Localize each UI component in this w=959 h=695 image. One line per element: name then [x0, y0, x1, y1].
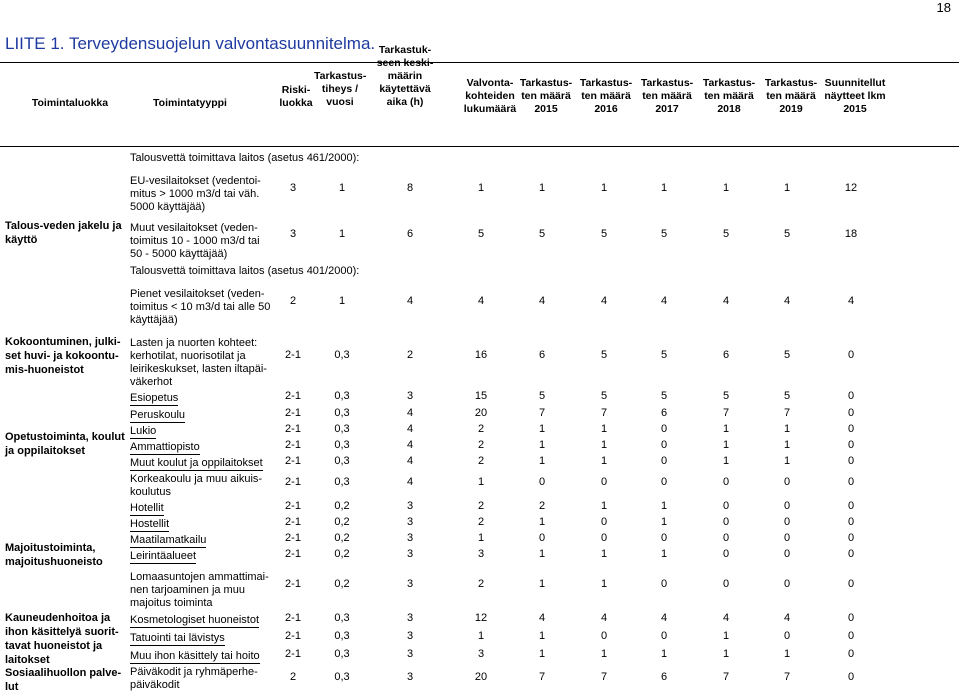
table-cell: 20: [474, 407, 488, 419]
column-header: Toimintatyyppi: [153, 97, 227, 109]
table-cell: 2-1: [285, 500, 301, 512]
table-cell: 0: [722, 532, 730, 544]
table-cell: 0,3: [334, 439, 350, 451]
table-cell: 3: [406, 578, 414, 590]
table-cell: 1: [600, 423, 608, 435]
section-heading: Talousvettä toimittava laitos (asetus 461/2000):: [130, 152, 360, 164]
table-cell: 7: [538, 671, 546, 683]
table-cell: 1: [783, 423, 791, 435]
table-cell: 1: [600, 500, 608, 512]
table-cell: 4: [660, 612, 668, 624]
table-cell: 0,3: [334, 423, 350, 435]
table-cell: 2-1: [285, 516, 301, 528]
table-cell: 0: [783, 548, 791, 560]
table-cell: 3: [477, 548, 485, 560]
table-cell: 5: [783, 390, 791, 402]
table-cell: 1: [338, 295, 346, 307]
table-cell: 1: [538, 439, 546, 451]
table-cell: 1: [660, 548, 668, 560]
table-cell: 4: [406, 455, 414, 467]
column-header: Toimintaluokka: [31, 97, 109, 109]
table-cell: 6: [722, 349, 730, 361]
table-cell: 5: [783, 228, 791, 240]
table-cell: 0,3: [334, 476, 350, 488]
table-cell: 4: [847, 295, 855, 307]
table-cell: 0,2: [334, 532, 350, 544]
table-cell: 4: [477, 295, 485, 307]
column-header: Valvonta- kohteiden lukumäärä: [463, 77, 517, 115]
table-cell: 2-1: [285, 612, 301, 624]
table-cell: 5: [600, 390, 608, 402]
table-cell: 4: [406, 476, 414, 488]
table-cell: 0: [783, 476, 791, 488]
table-cell: 0: [847, 349, 855, 361]
table-cell: 4: [406, 439, 414, 451]
table-cell: 0: [660, 630, 668, 642]
table-cell: 5: [538, 390, 546, 402]
category-label: Talous-veden jakelu ja käyttö: [5, 220, 122, 246]
table-cell: 4: [406, 407, 414, 419]
table-cell: 0,3: [334, 390, 350, 402]
table-cell: 0: [847, 532, 855, 544]
activity-type-label: Ammattiopisto: [130, 441, 200, 453]
table-cell: 1: [600, 548, 608, 560]
section-heading: Talousvettä toimittava laitos (asetus 401/2000):: [130, 265, 360, 277]
table-cell: 0: [538, 532, 546, 544]
table-cell: 3: [477, 648, 485, 660]
table-cell: 3: [406, 671, 414, 683]
table-cell: 0: [722, 516, 730, 528]
table-cell: 1: [600, 578, 608, 590]
table-cell: 2-1: [285, 439, 301, 451]
column-header: Tarkastus- ten määrä 2015: [519, 77, 573, 115]
table-cell: 0: [660, 476, 668, 488]
activity-type-label: Muu ihon käsittely tai hoito: [130, 650, 260, 662]
table-cell: 3: [289, 228, 297, 240]
table-cell: 1: [477, 630, 485, 642]
table-cell: 0,2: [334, 500, 350, 512]
table-cell: 0: [847, 516, 855, 528]
table-cell: 0: [847, 423, 855, 435]
table-cell: 0: [783, 630, 791, 642]
table-cell: 0: [847, 500, 855, 512]
table-cell: 2: [477, 500, 485, 512]
table-cell: 0: [722, 578, 730, 590]
table-cell: 0,3: [334, 407, 350, 419]
table-cell: 0,3: [334, 612, 350, 624]
table-cell: 2-1: [285, 548, 301, 560]
table-cell: 1: [722, 648, 730, 660]
table-cell: 18: [844, 228, 858, 240]
activity-type-label: Lukio: [130, 425, 157, 437]
table-cell: 1: [722, 439, 730, 451]
table-cell: 0: [722, 476, 730, 488]
table-cell: 6: [406, 228, 414, 240]
table-cell: 3: [289, 182, 297, 194]
table-cell: 0: [600, 516, 608, 528]
table-cell: 1: [338, 228, 346, 240]
table-cell: 5: [783, 349, 791, 361]
table-cell: 0: [660, 455, 668, 467]
table-cell: 0: [847, 612, 855, 624]
category-label: Sosiaalihuollon palve- lut: [5, 667, 122, 693]
table-cell: 0: [847, 455, 855, 467]
table-cell: 4: [406, 423, 414, 435]
table-cell: 0: [538, 476, 546, 488]
table-cell: 1: [600, 439, 608, 451]
table-cell: 3: [406, 612, 414, 624]
page-number: 18: [936, 0, 951, 15]
activity-type-label: Leirintäalueet: [130, 550, 197, 562]
table-cell: 4: [406, 295, 414, 307]
table-cell: 0: [660, 423, 668, 435]
table-cell: 7: [722, 671, 730, 683]
table-cell: 1: [538, 516, 546, 528]
activity-type-label: Päiväkodit ja ryhmäperhe- päiväkodit: [130, 666, 258, 691]
table-cell: 1: [538, 423, 546, 435]
category-label: Majoitustoiminta, majoitushuoneisto: [5, 542, 103, 568]
table-cell: 0,2: [334, 516, 350, 528]
table-cell: 0: [600, 532, 608, 544]
table-cell: 0: [783, 516, 791, 528]
table-cell: 2: [477, 439, 485, 451]
table-cell: 5: [722, 390, 730, 402]
header-top-rule: [0, 62, 959, 63]
table-cell: 5: [538, 228, 546, 240]
column-header: Tarkastus- ten määrä 2016: [579, 77, 633, 115]
table-cell: 1: [660, 648, 668, 660]
category-label: Kauneudenhoitoa ja ihon käsittelyä suorit- tavat huoneistot ja laitokset: [5, 612, 119, 666]
table-cell: 4: [600, 295, 608, 307]
table-cell: 1: [783, 439, 791, 451]
table-cell: 5: [722, 228, 730, 240]
table-cell: 0,3: [334, 630, 350, 642]
table-cell: 0: [847, 390, 855, 402]
table-cell: 0,2: [334, 548, 350, 560]
table-cell: 0: [847, 648, 855, 660]
table-cell: 1: [477, 476, 485, 488]
table-cell: 2: [477, 455, 485, 467]
table-cell: 0,2: [334, 578, 350, 590]
table-cell: 0: [722, 548, 730, 560]
table-cell: 7: [600, 407, 608, 419]
category-label: Kokoontuminen, julki- set huvi- ja kokoontu- mis-huoneistot: [5, 336, 121, 376]
table-cell: 1: [600, 648, 608, 660]
table-cell: 4: [538, 612, 546, 624]
table-cell: 3: [406, 500, 414, 512]
table-cell: 1: [722, 455, 730, 467]
table-cell: 0: [847, 671, 855, 683]
table-cell: 0: [660, 439, 668, 451]
table-cell: 2-1: [285, 455, 301, 467]
table-cell: 4: [783, 295, 791, 307]
table-cell: 0: [847, 630, 855, 642]
table-cell: 0: [783, 578, 791, 590]
table-cell: 4: [783, 612, 791, 624]
table-cell: 12: [474, 612, 488, 624]
table-cell: 4: [722, 295, 730, 307]
table-cell: 15: [474, 390, 488, 402]
table-cell: 1: [538, 455, 546, 467]
table-cell: 6: [538, 349, 546, 361]
table-cell: 5: [660, 349, 668, 361]
table-cell: 16: [474, 349, 488, 361]
activity-type-label: Hostellit: [130, 518, 170, 530]
table-cell: 0: [600, 476, 608, 488]
table-cell: 0: [783, 500, 791, 512]
table-cell: 1: [338, 182, 346, 194]
table-cell: 3: [406, 516, 414, 528]
activity-type-label: Korkeakoulu ja muu aikuis- koulutus: [130, 473, 263, 498]
table-cell: 1: [660, 182, 668, 194]
table-cell: 0,3: [334, 671, 350, 683]
table-cell: 4: [538, 295, 546, 307]
column-header: Tarkastuk- seen keski- määrin käytettävä aika (h): [376, 44, 434, 108]
table-cell: 12: [844, 182, 858, 194]
table-cell: 1: [660, 516, 668, 528]
table-cell: 3: [406, 548, 414, 560]
table-cell: 2: [477, 423, 485, 435]
table-cell: 2-1: [285, 532, 301, 544]
table-cell: 1: [600, 182, 608, 194]
table-cell: 4: [660, 295, 668, 307]
table-cell: 1: [600, 455, 608, 467]
table-cell: 1: [722, 182, 730, 194]
activity-type-label: Peruskoulu: [130, 409, 186, 421]
table-cell: 1: [783, 648, 791, 660]
table-cell: 2-1: [285, 578, 301, 590]
table-cell: 1: [783, 182, 791, 194]
table-cell: 1: [660, 500, 668, 512]
activity-type-label: Kosmetologiset huoneistot: [130, 614, 260, 626]
table-cell: 2-1: [285, 630, 301, 642]
table-cell: 1: [538, 648, 546, 660]
table-cell: 5: [600, 228, 608, 240]
table-cell: 7: [783, 671, 791, 683]
column-header: Tarkastus- ten määrä 2018: [702, 77, 756, 115]
activity-type-label: Lomaasuntojen ammattimai- nen tarjoaminen ja muu majoitus toiminta: [130, 571, 269, 609]
table-cell: 7: [783, 407, 791, 419]
table-cell: 2: [289, 295, 297, 307]
table-cell: 0: [847, 476, 855, 488]
activity-type-label: Pienet vesilaitokset (veden- toimitus < 10 m3/d tai alle 50 käyttäjää): [130, 288, 271, 326]
table-cell: 0: [847, 548, 855, 560]
table-cell: 1: [783, 455, 791, 467]
table-cell: 4: [722, 612, 730, 624]
table-cell: 0,3: [334, 349, 350, 361]
activity-type-label: Lasten ja nuorten kohteet: kerhotilat, nuorisotilat ja leirikeskukset, lasten iltapäi- väkerhot: [130, 337, 267, 388]
table-cell: 0: [722, 500, 730, 512]
table-cell: 2-1: [285, 390, 301, 402]
table-cell: 2: [538, 500, 546, 512]
activity-type-label: EU-vesilaitokset (vedentoi- mitus > 1000 m3/d tai väh. 5000 käyttäjää): [130, 175, 261, 213]
table-cell: 1: [538, 182, 546, 194]
table-cell: 1: [477, 532, 485, 544]
activity-type-label: Esiopetus: [130, 392, 179, 404]
table-cell: 0: [600, 630, 608, 642]
table-cell: 7: [538, 407, 546, 419]
table-cell: 2: [477, 578, 485, 590]
table-cell: 7: [722, 407, 730, 419]
column-header: Tarkastus- tiheys / vuosi: [314, 70, 367, 108]
table-cell: 6: [660, 407, 668, 419]
table-cell: 3: [406, 648, 414, 660]
activity-type-label: Muut koulut ja oppilaitokset: [130, 457, 263, 469]
activity-type-label: Hotellit: [130, 502, 164, 514]
table-cell: 2: [477, 516, 485, 528]
table-cell: 1: [538, 548, 546, 560]
table-cell: 2: [289, 671, 297, 683]
column-header: Suunnitellut näytteet lkm 2015: [824, 77, 886, 115]
column-header: Riski- luokka: [279, 83, 313, 109]
table-cell: 2-1: [285, 407, 301, 419]
table-cell: 4: [600, 612, 608, 624]
table-cell: 0,3: [334, 455, 350, 467]
table-cell: 0: [660, 578, 668, 590]
table-cell: 0: [660, 532, 668, 544]
table-cell: 0: [783, 532, 791, 544]
table-cell: 1: [538, 630, 546, 642]
header-bottom-rule: [0, 146, 959, 147]
activity-type-label: Tatuointi tai lävistys: [130, 632, 225, 644]
table-cell: 5: [660, 228, 668, 240]
table-cell: 7: [600, 671, 608, 683]
table-cell: 2-1: [285, 423, 301, 435]
column-header: Tarkastus- ten määrä 2019: [764, 77, 818, 115]
table-cell: 5: [600, 349, 608, 361]
table-cell: 1: [722, 423, 730, 435]
table-cell: 3: [406, 390, 414, 402]
table-cell: 5: [660, 390, 668, 402]
activity-type-label: Muut vesilaitokset (veden- toimitus 10 - 1000 m3/d tai 50 - 5000 käyttäjää): [130, 222, 260, 260]
table-cell: 2-1: [285, 349, 301, 361]
table-cell: 0: [847, 407, 855, 419]
column-header: Tarkastus- ten määrä 2017: [640, 77, 694, 115]
table-cell: 1: [477, 182, 485, 194]
table-cell: 0: [847, 439, 855, 451]
table-cell: 2-1: [285, 648, 301, 660]
table-cell: 0: [847, 578, 855, 590]
page-title: LIITE 1. Terveydensuojelun valvontasuunnitelma.: [5, 34, 376, 53]
table-cell: 6: [660, 671, 668, 683]
activity-type-label: Maatilamatkailu: [130, 534, 207, 546]
table-cell: 0,3: [334, 648, 350, 660]
table-cell: 2: [406, 349, 414, 361]
category-label: Opetustoiminta, koulut ja oppilaitokset: [5, 431, 125, 457]
table-cell: 5: [477, 228, 485, 240]
table-cell: 1: [722, 630, 730, 642]
table-cell: 1: [538, 578, 546, 590]
table-cell: 3: [406, 630, 414, 642]
table-cell: 3: [406, 532, 414, 544]
table-cell: 2-1: [285, 476, 301, 488]
table-cell: 8: [406, 182, 414, 194]
table-cell: 20: [474, 671, 488, 683]
